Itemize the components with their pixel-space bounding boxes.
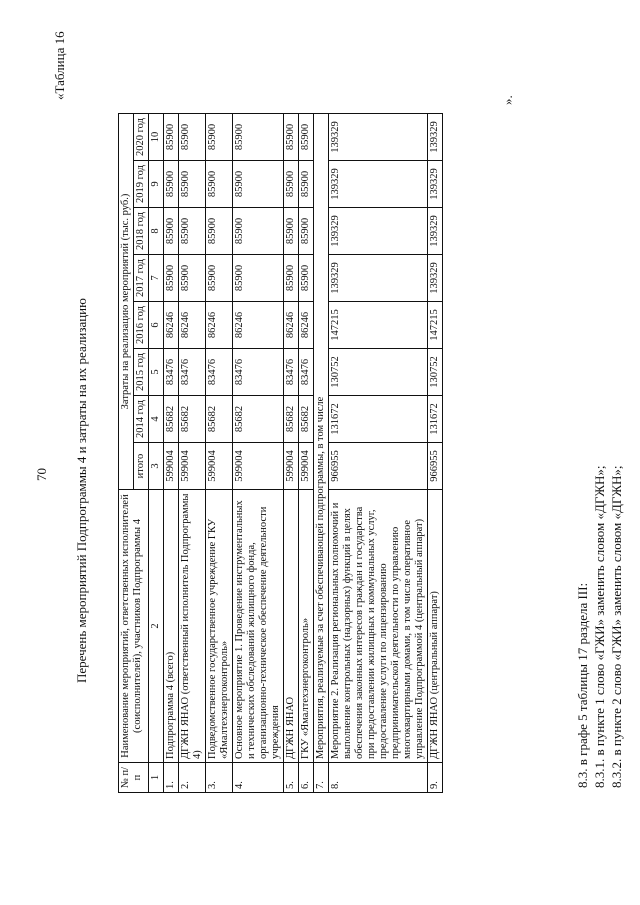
cost-cell: 139329: [329, 255, 428, 302]
row-name: Основное мероприятие 1. Проведение инструментальных и технических обследований жилищного фонда, организационно-техническое обеспечение деятельности учреждения: [233, 490, 284, 763]
cost-cell: 85900: [164, 161, 179, 208]
column-number: 10: [149, 114, 164, 161]
cost-cell: 139329: [428, 161, 443, 208]
cost-cell: 85900: [284, 208, 299, 255]
cost-cell: 599004: [164, 443, 179, 490]
cost-cell: 85900: [299, 255, 314, 302]
row-number: 7.: [314, 763, 329, 793]
cost-cell: 147215: [329, 302, 428, 349]
cost-cell: 966955: [329, 443, 428, 490]
table-row: [233, 114, 284, 793]
cost-cell: 599004: [284, 443, 299, 490]
column-number: 3: [149, 443, 164, 490]
column-number: 1: [149, 763, 164, 793]
cost-cell: 85900: [206, 255, 233, 302]
cost-cell: 85900: [179, 161, 206, 208]
table-row: [428, 114, 443, 793]
column-number: 8: [149, 208, 164, 255]
table-row: [284, 114, 299, 793]
cost-cell: 85900: [233, 255, 284, 302]
cost-cell: 85682: [299, 396, 314, 443]
cost-cell: 85900: [206, 208, 233, 255]
cost-cell: 83476: [164, 349, 179, 396]
cost-cell: 85900: [206, 161, 233, 208]
cost-cell: 86246: [233, 302, 284, 349]
table-row: [329, 114, 428, 793]
cost-cell: 85682: [284, 396, 299, 443]
cost-cell: 86246: [299, 302, 314, 349]
table-body: [164, 114, 443, 793]
cost-cell: 85900: [164, 208, 179, 255]
cost-cell: 139329: [428, 208, 443, 255]
row-name: ДГЖН ЯНАО: [284, 490, 299, 763]
cost-cell: 599004: [299, 443, 314, 490]
measures-table: [118, 113, 443, 793]
header-year: 2014 год: [134, 396, 149, 443]
cost-cell: 85900: [179, 255, 206, 302]
cost-cell: 966955: [428, 443, 443, 490]
cost-cell: 130752: [329, 349, 428, 396]
table-number: «Таблица 16: [52, 31, 67, 100]
cost-cell: 85900: [284, 161, 299, 208]
cost-cell: 85900: [206, 114, 233, 161]
cost-cell: 85900: [179, 208, 206, 255]
cost-cell: 139329: [329, 161, 428, 208]
cost-cell: 83476: [233, 349, 284, 396]
header-year: 2018 год: [134, 208, 149, 255]
cost-cell: 85900: [233, 114, 284, 161]
table-row: [299, 114, 314, 793]
row-name: Мероприятия, реализуемые за счет обеспечивающей подпрограммы, в том числе: [314, 114, 329, 763]
table-row: [314, 114, 329, 793]
row-number: 8.: [329, 763, 428, 793]
cost-cell: 85682: [164, 396, 179, 443]
cost-cell: 83476: [299, 349, 314, 396]
cost-cell: 139329: [428, 255, 443, 302]
row-name: ДГЖН ЯНАО (ответственный исполнитель Подпрограммы 4): [179, 490, 206, 763]
cost-cell: 85900: [164, 114, 179, 161]
cost-cell: 85682: [233, 396, 284, 443]
row-number: 3.: [206, 763, 233, 793]
cost-cell: 599004: [206, 443, 233, 490]
cost-cell: 85900: [299, 161, 314, 208]
cost-cell: 130752: [428, 349, 443, 396]
column-number: 2: [149, 490, 164, 763]
cost-cell: 85900: [233, 208, 284, 255]
page-number: 70: [34, 468, 49, 481]
cost-cell: 139329: [329, 208, 428, 255]
cost-cell: 85682: [179, 396, 206, 443]
row-number: 4.: [233, 763, 284, 793]
header-year: 2017 год: [134, 255, 149, 302]
row-number: 1.: [164, 763, 179, 793]
header-costs: Затраты на реализацию мероприятий (тыс. руб.): [119, 114, 134, 490]
cost-cell: 86246: [164, 302, 179, 349]
table-row: [164, 114, 179, 793]
cost-cell: 131672: [428, 396, 443, 443]
cost-cell: 85900: [164, 255, 179, 302]
header-num: № п/п: [119, 763, 149, 793]
row-name: ГКУ «Ямалтехэнергоконтроль»: [299, 490, 314, 763]
row-name: Подпрограмма 4 (всего): [164, 490, 179, 763]
cost-cell: 86246: [284, 302, 299, 349]
amendment-line: 8.3. в графе 5 таблицы 17 раздела III:: [575, 582, 590, 788]
cost-cell: 147215: [428, 302, 443, 349]
column-number: 9: [149, 161, 164, 208]
row-name: ДГЖН ЯНАО (центральный аппарат): [428, 490, 443, 763]
column-number: 4: [149, 396, 164, 443]
cost-cell: 599004: [179, 443, 206, 490]
table-row: [206, 114, 233, 793]
row-number: 2.: [179, 763, 206, 793]
cost-cell: 83476: [179, 349, 206, 396]
table-title: Перечень мероприятий Подпрограммы 4 и затраты на их реализацию: [74, 298, 89, 683]
cost-cell: 86246: [179, 302, 206, 349]
cost-cell: 85682: [206, 396, 233, 443]
cost-cell: 139329: [329, 114, 428, 161]
cost-cell: 131672: [329, 396, 428, 443]
cost-cell: 139329: [428, 114, 443, 161]
table-row: [179, 114, 206, 793]
cost-cell: 85900: [299, 114, 314, 161]
cost-cell: 83476: [206, 349, 233, 396]
column-number: 7: [149, 255, 164, 302]
cost-cell: 85900: [284, 255, 299, 302]
cost-cell: 83476: [284, 349, 299, 396]
column-number: 5: [149, 349, 164, 396]
header-name: Наименование мероприятий, ответственных исполнителей (соисполнителей), участников Подпрограммы 4: [119, 490, 149, 763]
cost-cell: 85900: [233, 161, 284, 208]
cost-cell: 85900: [299, 208, 314, 255]
cost-cell: 599004: [233, 443, 284, 490]
cost-cell: 85900: [179, 114, 206, 161]
amendment-line: 8.3.2. в пункте 2 слово «ГЖИ» заменить словом «ДГЖН»;: [609, 465, 624, 788]
row-number: 9.: [428, 763, 443, 793]
row-name: Мероприятие 2. Реализация региональных полномочий и выполнение контрольных (надзорных) функций в целях обеспечения законных интересов граждан и государства при предоставлении жилищных и коммунальных услуг, предоставление услуги по лицензированию предпринимательской деятельности по управлению многоквартирными домами, в том числе оперативное управление Подпрограммой 4 (центральный аппарат): [329, 490, 428, 763]
amendment-line: 8.3.1. в пункте 1 слово «ГЖИ» заменить словом «ДГЖН»;: [592, 465, 607, 788]
header-year: 2015 год: [134, 349, 149, 396]
header-year: 2016 год: [134, 302, 149, 349]
table-closing-mark: ».: [500, 95, 515, 105]
header-total: итого: [134, 443, 149, 490]
row-number: 5.: [284, 763, 299, 793]
row-name: Подведомственное государственное учреждение ГКУ «Ямалтехэнергоконтроль»: [206, 490, 233, 763]
header-year: 2019 год: [134, 161, 149, 208]
header-year: 2020 год: [134, 114, 149, 161]
row-number: 6.: [299, 763, 314, 793]
column-number: 6: [149, 302, 164, 349]
cost-cell: 85900: [284, 114, 299, 161]
cost-cell: 86246: [206, 302, 233, 349]
